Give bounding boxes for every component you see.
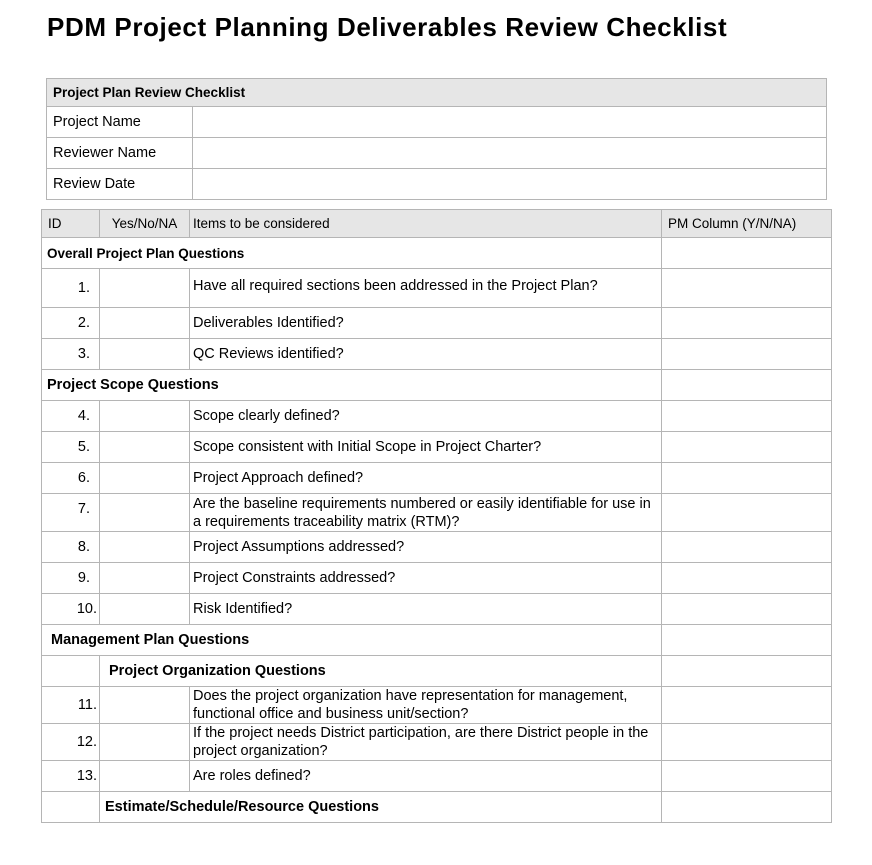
yes-no-cell[interactable] — [100, 532, 190, 563]
table-row — [42, 563, 832, 594]
yes-no-cell[interactable] — [100, 761, 190, 792]
item-id: 11. — [42, 687, 100, 724]
table-row — [42, 761, 832, 792]
item-text: Are roles defined? — [190, 761, 662, 792]
item-id: 13. — [42, 761, 100, 792]
item-text: Project Assumptions addressed? — [190, 532, 662, 563]
col-header-pm: PM Column (Y/N/NA) — [662, 210, 832, 238]
pm-cell[interactable] — [662, 625, 832, 656]
info-table-header: Project Plan Review Checklist — [47, 79, 827, 107]
yes-no-cell[interactable] — [100, 269, 190, 308]
empty-cell — [42, 656, 100, 687]
table-row — [42, 532, 832, 563]
table-row — [42, 401, 832, 432]
subsection-heading-estimate: Estimate/Schedule/Resource Questions — [100, 792, 662, 823]
item-text: If the project needs District participation, are there District people in the project organization? — [190, 724, 662, 761]
pm-cell[interactable] — [662, 401, 832, 432]
pm-cell[interactable] — [662, 308, 832, 339]
item-text: Project Approach defined? — [190, 463, 662, 494]
item-text: Deliverables Identified? — [190, 308, 662, 339]
info-row-reviewer-name — [47, 138, 827, 169]
section-heading-overall: Overall Project Plan Questions — [42, 238, 662, 269]
pm-cell[interactable] — [662, 339, 832, 370]
section-heading-management: Management Plan Questions — [42, 625, 662, 656]
info-row-review-date — [47, 169, 827, 200]
item-text: Scope consistent with Initial Scope in Project Charter? — [190, 432, 662, 463]
yes-no-cell[interactable] — [100, 463, 190, 494]
pm-cell[interactable] — [662, 432, 832, 463]
yes-no-cell[interactable] — [100, 687, 190, 724]
project-info-table — [46, 78, 827, 200]
pm-cell[interactable] — [662, 269, 832, 308]
col-header-yesno: Yes/No/NA — [100, 210, 190, 238]
table-row — [42, 494, 832, 532]
pm-cell[interactable] — [662, 656, 832, 687]
section-heading-scope: Project Scope Questions — [42, 370, 662, 401]
item-id: 7. — [42, 494, 100, 532]
item-id: 5. — [42, 432, 100, 463]
item-text: Scope clearly defined? — [190, 401, 662, 432]
empty-cell — [42, 792, 100, 823]
item-id: 12. — [42, 724, 100, 761]
col-header-id: ID — [42, 210, 100, 238]
checklist-table — [41, 209, 832, 823]
section-row-overall — [42, 238, 832, 269]
checklist-header-row — [42, 210, 832, 238]
review-date-field[interactable] — [193, 169, 827, 200]
item-text: Risk Identified? — [190, 594, 662, 625]
pm-cell[interactable] — [662, 594, 832, 625]
item-id: 2. — [42, 308, 100, 339]
col-header-items: Items to be considered — [190, 210, 662, 238]
yes-no-cell[interactable] — [100, 563, 190, 594]
document-title: PDM Project Planning Deliverables Review Checklist — [47, 12, 728, 42]
reviewer-name-label: Reviewer Name — [47, 138, 193, 169]
item-text: Project Constraints addressed? — [190, 563, 662, 594]
table-row — [42, 724, 832, 761]
yes-no-cell[interactable] — [100, 339, 190, 370]
section-row-estimate — [42, 792, 832, 823]
table-row — [42, 463, 832, 494]
yes-no-cell[interactable] — [100, 724, 190, 761]
item-text: Are the baseline requirements numbered or easily identifiable for use in a requirements traceability matrix (RTM)? — [190, 494, 662, 532]
yes-no-cell[interactable] — [100, 494, 190, 532]
item-id: 8. — [42, 532, 100, 563]
item-text: Have all required sections been addressed in the Project Plan? — [190, 269, 662, 308]
table-row — [42, 339, 832, 370]
yes-no-cell[interactable] — [100, 401, 190, 432]
table-row — [42, 594, 832, 625]
item-text: Does the project organization have representation for management, functional office and business unit/section? — [190, 687, 662, 724]
reviewer-name-field[interactable] — [193, 138, 827, 169]
yes-no-cell[interactable] — [100, 594, 190, 625]
section-row-organization — [42, 656, 832, 687]
info-row-project-name — [47, 107, 827, 138]
project-name-field[interactable] — [193, 107, 827, 138]
pm-cell[interactable] — [662, 532, 832, 563]
table-row — [42, 308, 832, 339]
item-id: 3. — [42, 339, 100, 370]
item-id: 1. — [42, 269, 100, 308]
item-id: 6. — [42, 463, 100, 494]
pm-cell[interactable] — [662, 463, 832, 494]
item-id: 4. — [42, 401, 100, 432]
item-text: QC Reviews identified? — [190, 339, 662, 370]
yes-no-cell[interactable] — [100, 308, 190, 339]
table-row — [42, 432, 832, 463]
pm-cell[interactable] — [662, 724, 832, 761]
pm-cell[interactable] — [662, 761, 832, 792]
pm-cell[interactable] — [662, 494, 832, 532]
table-row — [42, 687, 832, 724]
pm-cell[interactable] — [662, 563, 832, 594]
review-date-label: Review Date — [47, 169, 193, 200]
pm-cell[interactable] — [662, 792, 832, 823]
project-name-label: Project Name — [47, 107, 193, 138]
pm-cell[interactable] — [662, 370, 832, 401]
subsection-heading-organization: Project Organization Questions — [100, 656, 662, 687]
yes-no-cell[interactable] — [100, 432, 190, 463]
pm-cell[interactable] — [662, 687, 832, 724]
section-row-scope — [42, 370, 832, 401]
item-id: 9. — [42, 563, 100, 594]
item-id: 10. — [42, 594, 100, 625]
pm-cell[interactable] — [662, 238, 832, 269]
table-row — [42, 269, 832, 308]
section-row-management — [42, 625, 832, 656]
